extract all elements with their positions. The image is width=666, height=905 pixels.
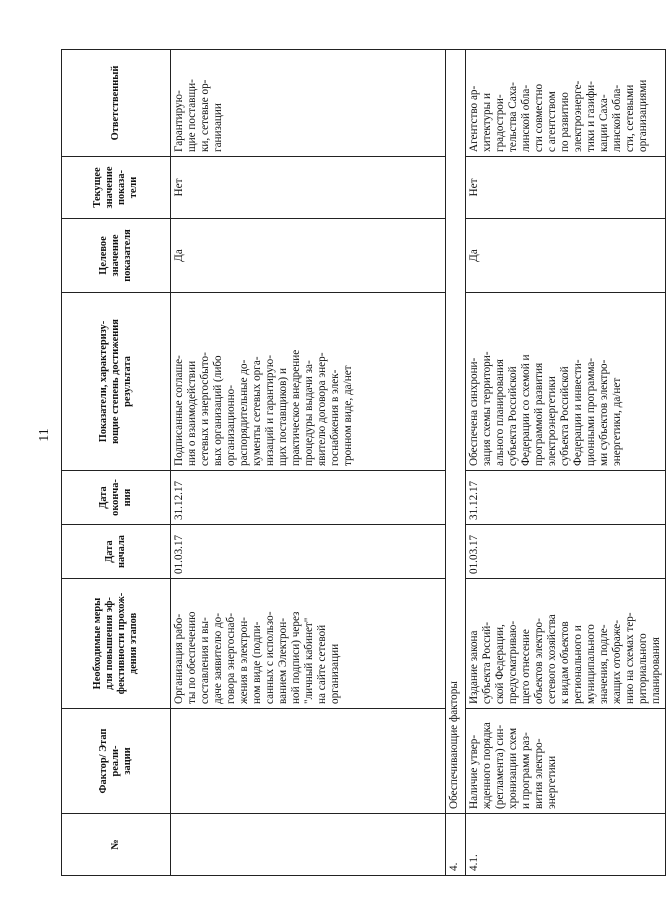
header-num: № [62,814,171,876]
cell-end-date: 31.12.17 [171,471,446,525]
cell-indicator: Подписанные соглаше- ния о взаимодействии сетевых и энергосбыто- вых организаций (либо организационно- распорядительные до- кументы сетевых орга- низаций и гарантирую- щих поставщиков) и практическое внедрение процедуры выдачи за- явителю договора энер- госнабжения в элек- тронном виде, да/нет [171,293,446,471]
cell-start-date: 01.03.17 [171,525,446,579]
cell-target: Да [466,219,666,293]
header-row [62,50,171,876]
header-end-date: Дата оконча- ния [62,471,171,525]
cell-current: Нет [171,157,446,219]
section-title: Обеспечивающие факторы [446,50,466,814]
cell-measures: Издание закона субъекта Россий- ской Федерации, предусматриваю- щего отнесение объектов электро- сетевого хозяйства к видам объектов регионального и муниципального значения, подле- жащих отображе- нию на схемах тер- риториального планирования [466,579,666,709]
header-current: Текущее значение показа- тели [62,157,171,219]
cell-responsible: Гарантирую- щие поставщи- ки, сетевые ор- ганизации [171,50,446,157]
header-measures: Необходимые меры для повышения эф- фективности прохож- дения этапов [62,579,171,709]
section-row [446,50,466,876]
cell-num: 4.1. [466,814,666,876]
cell-indicator: Обеспечена синхрони- зация схемы территори- ального планирования субъекта Российской Федерации со схемой и программой развития электроэнергетики субъекта Российской Федерации и инвести- ционными программа- ми субъектов электро- энергетики, да/нет [466,293,666,471]
header-factor: Фактор/ Этап реали- зации [62,709,171,814]
section-num: 4. [446,814,466,876]
header-target: Целевое значение показателя [62,219,171,293]
cell-num [171,814,446,876]
cell-measures: Организация рабо- ты по обеспечению составления и вы- даче заявителю до- говора энергоснаб- жения в электрон- ном виде (подпи- санных с использо- ванием Электрон- ной подписи) через "личный кабинет" на сайте сетевой организации [171,579,446,709]
table-row [171,50,446,876]
rotated-table-sheet [61,50,662,876]
cell-current: Нет [466,157,666,219]
cell-responsible: Агентство ар- хитектуры и градострои- тельства Саха- линской обла- сти совместно с агентством по развитию электроэнерге- тики и газифи- кации Саха- линской обла- сти, сетевыми организациями [466,50,666,157]
header-indicator: Показатели, характеризу- ющие степень достижения результата [62,293,171,471]
table-row [466,50,666,876]
cell-factor [171,709,446,814]
page-number: 11 [37,428,52,442]
cell-factor: Наличие утвер- жденного порядка (регламента) син- хронизации схем и программ раз- вития электро- энергетики [466,709,666,814]
header-start-date: Дата начала [62,525,171,579]
measures-table [61,49,666,876]
cell-start-date: 01.03.17 [466,525,666,579]
cell-end-date: 31.12.17 [466,471,666,525]
header-responsible: Ответственный [62,50,171,157]
cell-target: Да [171,219,446,293]
